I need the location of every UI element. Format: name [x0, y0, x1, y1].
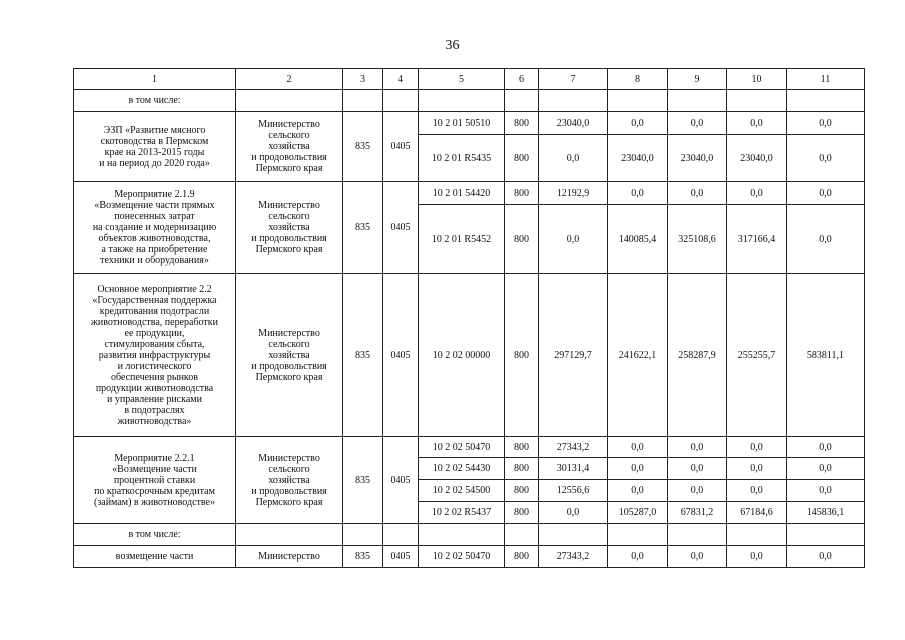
col4-cell: 0405 — [383, 112, 419, 182]
value-cell: 0,0 — [727, 437, 787, 458]
value-cell: 0,0 — [787, 112, 865, 135]
col6-cell: 800 — [505, 437, 539, 458]
ministry-cell: Министерство сельского хозяйства и продовольствия Пермского края — [236, 112, 343, 182]
value-cell: 67831,2 — [668, 502, 727, 524]
col6-cell: 800 — [505, 480, 539, 502]
table-row — [74, 274, 865, 437]
table-row — [74, 112, 865, 135]
value-cell: 23040,0 — [608, 135, 668, 182]
value-cell: 0,0 — [727, 182, 787, 205]
col6-cell: 800 — [505, 274, 539, 437]
value-cell: 12556,6 — [539, 480, 608, 502]
col4-cell: 0405 — [383, 546, 419, 568]
program-description: возмещение части — [74, 546, 236, 568]
value-cell: 23040,0 — [668, 135, 727, 182]
budget-code: 10 2 02 R5437 — [419, 502, 505, 524]
value-cell: 0,0 — [608, 112, 668, 135]
budget-code: 10 2 01 54420 — [419, 182, 505, 205]
col6-cell: 800 — [505, 546, 539, 568]
value-cell: 0,0 — [787, 546, 865, 568]
value-cell: 0,0 — [727, 458, 787, 480]
col4-cell: 0405 — [383, 437, 419, 524]
table-row — [74, 90, 865, 112]
value-cell: 0,0 — [608, 437, 668, 458]
value-cell: 0,0 — [787, 182, 865, 205]
value-cell: 241622,1 — [608, 274, 668, 437]
header-cell: 10 — [727, 69, 787, 90]
value-cell: 23040,0 — [539, 112, 608, 135]
program-description: Основное мероприятие 2.2 «Государственная поддержка кредитования подотрасли животноводства, переработки ее продукции, стимулирования сбыта, развития инфраструктуры и логистического обеспечения рынков продукции животноводства и управление рисками в подотраслях животноводства» — [74, 274, 236, 437]
col3-cell: 835 — [343, 182, 383, 274]
value-cell: 0,0 — [539, 205, 608, 274]
header-cell: 5 — [419, 69, 505, 90]
col3-cell: 835 — [343, 546, 383, 568]
header-cell: 4 — [383, 69, 419, 90]
value-cell: 317166,4 — [727, 205, 787, 274]
value-cell: 0,0 — [668, 546, 727, 568]
header-row — [74, 69, 865, 90]
col4-cell: 0405 — [383, 182, 419, 274]
col4-cell: 0405 — [383, 274, 419, 437]
value-cell: 105287,0 — [608, 502, 668, 524]
budget-code: 10 2 01 R5435 — [419, 135, 505, 182]
value-cell: 23040,0 — [727, 135, 787, 182]
header-cell: 2 — [236, 69, 343, 90]
budget-code: 10 2 02 50470 — [419, 437, 505, 458]
value-cell: 0,0 — [727, 480, 787, 502]
value-cell: 0,0 — [668, 437, 727, 458]
table-row — [74, 546, 865, 568]
col6-cell: 800 — [505, 205, 539, 274]
col6-cell: 800 — [505, 135, 539, 182]
budget-table — [73, 68, 865, 568]
value-cell: 0,0 — [608, 546, 668, 568]
value-cell: 0,0 — [787, 480, 865, 502]
budget-code: 10 2 02 54430 — [419, 458, 505, 480]
value-cell: 0,0 — [668, 458, 727, 480]
value-cell: 0,0 — [539, 135, 608, 182]
value-cell: 0,0 — [787, 458, 865, 480]
header-cell: 9 — [668, 69, 727, 90]
page-number: 36 — [445, 38, 460, 53]
value-cell: 583811,1 — [787, 274, 865, 437]
value-cell: 67184,6 — [727, 502, 787, 524]
col6-cell: 800 — [505, 502, 539, 524]
program-description: ЭЗП «Развитие мясного скотоводства в Пермском крае на 2013-2015 годы и на период до 2020 года» — [74, 112, 236, 182]
ministry-cell: Министерство сельского хозяйства и продовольствия Пермского края — [236, 437, 343, 524]
value-cell: 0,0 — [727, 112, 787, 135]
value-cell: 297129,7 — [539, 274, 608, 437]
table-row — [74, 524, 865, 546]
header-cell: 8 — [608, 69, 668, 90]
value-cell: 0,0 — [608, 480, 668, 502]
value-cell: 27343,2 — [539, 546, 608, 568]
header-cell: 1 — [74, 69, 236, 90]
value-cell: 0,0 — [787, 437, 865, 458]
ministry-cell: Министерство сельского хозяйства и продовольствия Пермского края — [236, 182, 343, 274]
budget-code: 10 2 02 00000 — [419, 274, 505, 437]
header-cell: 11 — [787, 69, 865, 90]
header-cell: 6 — [505, 69, 539, 90]
budget-code: 10 2 01 50510 — [419, 112, 505, 135]
budget-code: 10 2 02 50470 — [419, 546, 505, 568]
value-cell: 325108,6 — [668, 205, 727, 274]
value-cell: 30131,4 — [539, 458, 608, 480]
value-cell: 0,0 — [608, 458, 668, 480]
value-cell: 255255,7 — [727, 274, 787, 437]
value-cell: 0,0 — [727, 546, 787, 568]
value-cell: 0,0 — [668, 112, 727, 135]
col3-cell: 835 — [343, 437, 383, 524]
ministry-cell: Министерство — [236, 546, 343, 568]
table-row — [74, 437, 865, 458]
program-description: Мероприятие 2.2.1 «Возмещение части процентной ставки по краткосрочным кредитам (займам) в животноводстве» — [74, 437, 236, 524]
header-cell: 7 — [539, 69, 608, 90]
value-cell: 0,0 — [787, 135, 865, 182]
value-cell: 12192,9 — [539, 182, 608, 205]
value-cell: 0,0 — [668, 182, 727, 205]
header-cell: 3 — [343, 69, 383, 90]
value-cell: 0,0 — [539, 502, 608, 524]
value-cell: 0,0 — [608, 182, 668, 205]
col6-cell: 800 — [505, 112, 539, 135]
value-cell: 140085,4 — [608, 205, 668, 274]
col3-cell: 835 — [343, 274, 383, 437]
table-row — [74, 182, 865, 205]
budget-code: 10 2 02 54500 — [419, 480, 505, 502]
row-label: в том числе: — [74, 90, 236, 112]
value-cell: 27343,2 — [539, 437, 608, 458]
row-label: в том числе: — [74, 524, 236, 546]
ministry-cell: Министерство сельского хозяйства и продовольствия Пермского края — [236, 274, 343, 437]
value-cell: 0,0 — [668, 480, 727, 502]
col6-cell: 800 — [505, 182, 539, 205]
col3-cell: 835 — [343, 112, 383, 182]
value-cell: 145836,1 — [787, 502, 865, 524]
value-cell: 258287,9 — [668, 274, 727, 437]
budget-code: 10 2 01 R5452 — [419, 205, 505, 274]
value-cell: 0,0 — [787, 205, 865, 274]
program-description: Мероприятие 2.1.9 «Возмещение части прямых понесенных затрат на создание и модернизацию объектов животноводства, а также на приобретение техники и оборудования» — [74, 182, 236, 274]
col6-cell: 800 — [505, 458, 539, 480]
